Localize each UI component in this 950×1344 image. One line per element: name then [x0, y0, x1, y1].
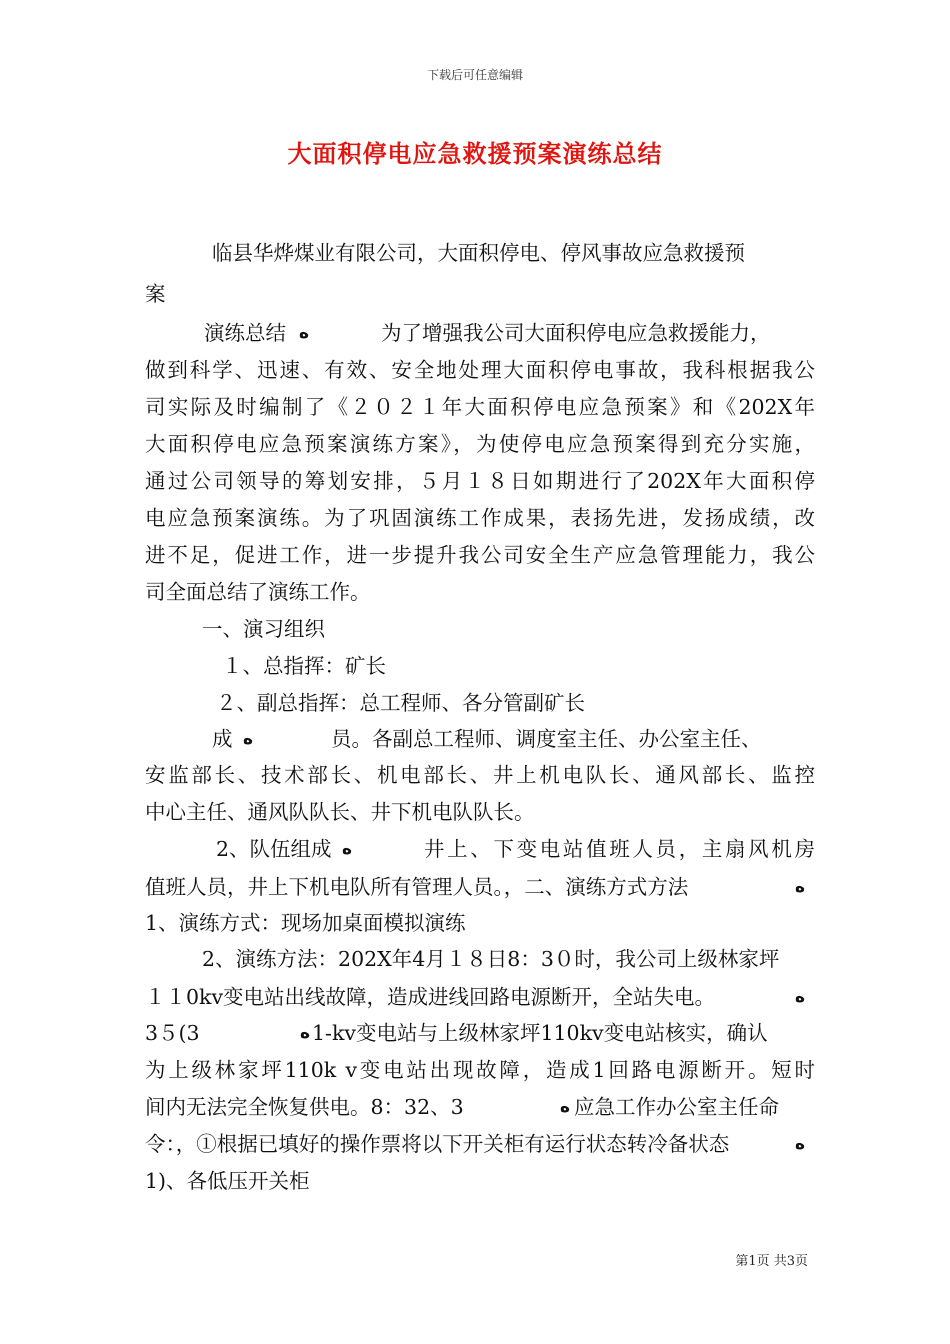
- tab-marker: ﻩ: [795, 1134, 806, 1154]
- tab-marker: ﻩ: [342, 839, 353, 859]
- paragraph-line: 通过公司领导的筹划安排，５月１８日如期进行了202X年大面积停: [145, 469, 815, 493]
- paragraph-line: 为了增强我公司大面积停电应急救援能力，: [381, 321, 771, 345]
- section-heading: 一、演习组织: [202, 617, 325, 641]
- tab-marker: ﻩ: [299, 323, 310, 343]
- tab-marker: ﻩ: [795, 987, 806, 1007]
- paragraph-line: １１0kv变电站出线故障，造成进线回路电源断开，全站失电。: [145, 985, 716, 1009]
- paragraph-line: 1-kv变电站与上级林家坪110kv变电站核实，确认: [312, 1021, 768, 1045]
- paragraph-line: 司全面总结了演练工作。: [145, 580, 371, 604]
- paragraph-line: 电应急预案演练。为了巩固演练工作成果，表扬先进，发扬成绩，改: [145, 506, 815, 530]
- paragraph-line: 2、队伍组成: [216, 837, 332, 861]
- paragraph-line: 1)、各低压开关柜: [145, 1169, 310, 1193]
- paragraph-line: 司实际及时编制了《２０２１年大面积停电应急预案》和《202X年: [145, 395, 815, 419]
- paragraph-line: 进不足，促进工作，进一步提升我公司安全生产应急管理能力，我公: [145, 543, 815, 567]
- tab-marker: ﻩ: [300, 1023, 311, 1043]
- paragraph-line: 成: [212, 727, 233, 751]
- paragraph-line: 井上、下变电站值班人员，主扇风机房: [424, 837, 815, 861]
- tab-marker: ﻩ: [795, 877, 806, 897]
- tab-marker: ﻩ: [243, 729, 254, 749]
- paragraph-line: 1、演练方式：现场加桌面模拟演练: [145, 911, 466, 935]
- paragraph-line: 安监部长、技术部长、机电部长、井上机电队长、通风部长、监控: [145, 763, 815, 787]
- paragraph-line: 大面积停电应急预案演练方案》，为使停电应急预案得到充分实施，: [145, 432, 815, 456]
- paragraph-line: 应急工作办公室主任命: [574, 1095, 779, 1119]
- document-title: 大面积停电应急救援预案演练总结: [287, 139, 663, 168]
- page-header-note: 下载后可任意编辑: [426, 68, 523, 82]
- paragraph-line: 案: [145, 282, 166, 306]
- paragraph-line: 中心主任、通风队队长、井下机电队队长。: [145, 800, 535, 824]
- paragraph-line: 为上级林家坪110k v变电站出现故障，造成1回路电源断开。短时: [145, 1058, 815, 1082]
- paragraph-line: 临县华烨煤业有限公司，大面积停电、停风事故应急救援预: [212, 241, 745, 265]
- tab-marker: ﻩ: [560, 1097, 571, 1117]
- paragraph-line: 间内无法完全恢复供电。8：32、3: [145, 1095, 464, 1119]
- paragraph-line: １、总指挥：矿长: [222, 654, 386, 678]
- paragraph-line: 做到科学、迅速、有效、安全地处理大面积停电事故，我科根据我公: [145, 358, 815, 382]
- paragraph-line: 员。各副总工程师、调度室主任、办公室主任、: [331, 727, 762, 751]
- paragraph-line: 3５(3: [145, 1021, 200, 1045]
- page-footer: 第1页 共3页: [735, 1254, 808, 1269]
- paragraph-line: ２、副总指挥：总工程师、各分管副矿长: [216, 691, 585, 715]
- paragraph-line: 2、演练方法：202X年4月１８日8：3０时，我公司上级林家坪: [202, 947, 780, 971]
- paragraph-line: 令：，①根据已填好的操作票将以下开关柜有运行状态转冷备状态: [145, 1132, 730, 1156]
- paragraph-line: 值班人员，井上下机电队所有管理人员。，二、演练方式方法: [145, 875, 689, 899]
- paragraph-line: 演练总结: [204, 321, 286, 345]
